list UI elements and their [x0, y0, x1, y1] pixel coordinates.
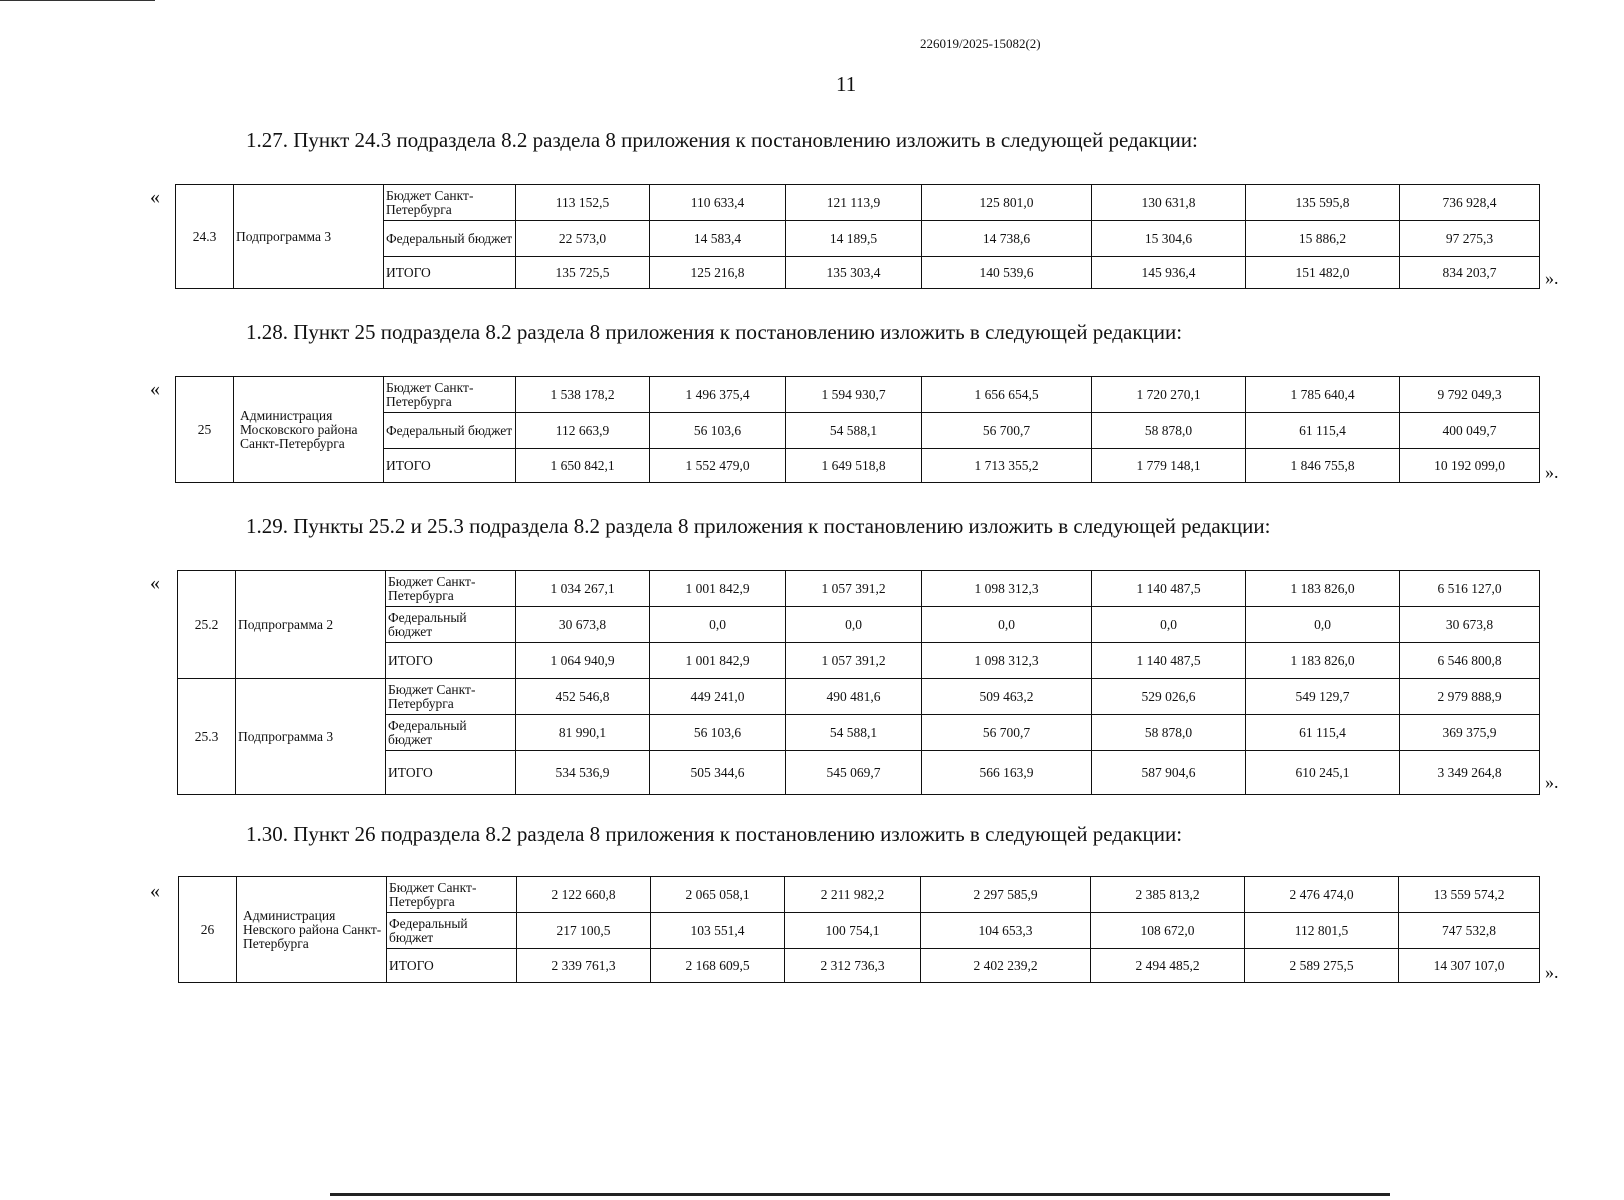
- value-cell: 151 482,0: [1246, 257, 1400, 289]
- value-cell: 449 241,0: [650, 679, 786, 715]
- value-cell: 1 649 518,8: [786, 449, 922, 483]
- value-cell: 112 663,9: [516, 413, 650, 449]
- page-number: 11: [836, 72, 857, 96]
- value-cell: 505 344,6: [650, 751, 786, 795]
- item-code: 25: [176, 377, 234, 483]
- value-cell: 1 650 842,1: [516, 449, 650, 483]
- total-cell: 30 673,8: [1400, 607, 1540, 643]
- value-cell: 217 100,5: [517, 913, 651, 949]
- value-cell: 103 551,4: [651, 913, 785, 949]
- budget-table-25: [175, 376, 1540, 483]
- value-cell: 54 588,1: [786, 413, 922, 449]
- value-cell: 22 573,0: [516, 221, 650, 257]
- funding-source: Бюджет Санкт-Петербурга: [387, 877, 517, 913]
- funding-source: ИТОГО: [386, 751, 516, 795]
- value-cell: 15 886,2: [1246, 221, 1400, 257]
- total-cell: 3 349 264,8: [1400, 751, 1540, 795]
- value-cell: 135 725,5: [516, 257, 650, 289]
- value-cell: 113 152,5: [516, 185, 650, 221]
- table-row: [176, 377, 1540, 413]
- funding-source: Федеральный бюджет: [384, 413, 516, 449]
- table-row: [178, 679, 1540, 715]
- value-cell: 2 297 585,9: [921, 877, 1091, 913]
- value-cell: 545 069,7: [786, 751, 922, 795]
- value-cell: 2 211 982,2: [785, 877, 921, 913]
- value-cell: 112 801,5: [1245, 913, 1399, 949]
- value-cell: 0,0: [922, 607, 1092, 643]
- value-cell: 58 878,0: [1092, 715, 1246, 751]
- closing-quote: ».: [1545, 268, 1559, 288]
- item-name: Подпрограмма 2: [236, 571, 386, 679]
- value-cell: 1 057 391,2: [786, 571, 922, 607]
- scan-edge-line: [0, 0, 155, 1]
- value-cell: 56 700,7: [922, 413, 1092, 449]
- funding-source: ИТОГО: [384, 449, 516, 483]
- item-name: Администрация Московского района Санкт-Петербурга: [234, 377, 384, 483]
- value-cell: 2 312 736,3: [785, 949, 921, 983]
- total-cell: 13 559 574,2: [1399, 877, 1540, 913]
- item-code: 26: [179, 877, 237, 983]
- total-cell: 369 375,9: [1400, 715, 1540, 751]
- value-cell: 1 720 270,1: [1092, 377, 1246, 413]
- value-cell: 0,0: [786, 607, 922, 643]
- value-cell: 566 163,9: [922, 751, 1092, 795]
- value-cell: 452 546,8: [516, 679, 650, 715]
- value-cell: 135 595,8: [1246, 185, 1400, 221]
- value-cell: 1 140 487,5: [1092, 571, 1246, 607]
- value-cell: 1 713 355,2: [922, 449, 1092, 483]
- value-cell: 58 878,0: [1092, 413, 1246, 449]
- opening-quote: «: [150, 378, 160, 400]
- footer-line: [330, 1193, 1390, 1196]
- value-cell: 490 481,6: [786, 679, 922, 715]
- value-cell: 135 303,4: [786, 257, 922, 289]
- item-code: 25.3: [178, 679, 236, 795]
- value-cell: 2 494 485,2: [1091, 949, 1245, 983]
- value-cell: 2 589 275,5: [1245, 949, 1399, 983]
- funding-source: Бюджет Санкт-Петербурга: [386, 679, 516, 715]
- value-cell: 1 552 479,0: [650, 449, 786, 483]
- funding-source: Федеральный бюджет: [387, 913, 517, 949]
- funding-source: Бюджет Санкт-Петербурга: [384, 185, 516, 221]
- value-cell: 0,0: [1246, 607, 1400, 643]
- value-cell: 61 115,4: [1246, 413, 1400, 449]
- value-cell: 2 385 813,2: [1091, 877, 1245, 913]
- value-cell: 81 990,1: [516, 715, 650, 751]
- item-code: 25.2: [178, 571, 236, 679]
- value-cell: 1 098 312,3: [922, 571, 1092, 607]
- value-cell: 1 538 178,2: [516, 377, 650, 413]
- funding-source: ИТОГО: [386, 643, 516, 679]
- total-cell: 97 275,3: [1400, 221, 1540, 257]
- value-cell: 1 656 654,5: [922, 377, 1092, 413]
- value-cell: 14 583,4: [650, 221, 786, 257]
- total-cell: 736 928,4: [1400, 185, 1540, 221]
- value-cell: 1 183 826,0: [1246, 643, 1400, 679]
- value-cell: 1 098 312,3: [922, 643, 1092, 679]
- value-cell: 61 115,4: [1246, 715, 1400, 751]
- value-cell: 1 001 842,9: [650, 571, 786, 607]
- value-cell: 56 700,7: [922, 715, 1092, 751]
- value-cell: 2 065 058,1: [651, 877, 785, 913]
- opening-quote: «: [150, 880, 160, 902]
- value-cell: 1 846 755,8: [1246, 449, 1400, 483]
- closing-quote: ».: [1545, 772, 1559, 792]
- value-cell: 104 653,3: [921, 913, 1091, 949]
- value-cell: 1 064 940,9: [516, 643, 650, 679]
- value-cell: 125 801,0: [922, 185, 1092, 221]
- value-cell: 1 140 487,5: [1092, 643, 1246, 679]
- item-name: Подпрограмма 3: [234, 185, 384, 289]
- value-cell: 145 936,4: [1092, 257, 1246, 289]
- section-heading-1-29: 1.29. Пункты 25.2 и 25.3 подраздела 8.2 раздела 8 приложения к постановлению изложить в следующей редакции:: [246, 514, 1271, 538]
- value-cell: 1 594 930,7: [786, 377, 922, 413]
- value-cell: 56 103,6: [650, 715, 786, 751]
- value-cell: 140 539,6: [922, 257, 1092, 289]
- funding-source: Бюджет Санкт-Петербурга: [386, 571, 516, 607]
- total-cell: 2 979 888,9: [1400, 679, 1540, 715]
- funding-source: ИТОГО: [384, 257, 516, 289]
- value-cell: 1 183 826,0: [1246, 571, 1400, 607]
- value-cell: 30 673,8: [516, 607, 650, 643]
- total-cell: 834 203,7: [1400, 257, 1540, 289]
- budget-table-25-2-25-3: [177, 570, 1540, 795]
- document-number: 226019/2025-15082(2): [920, 36, 1041, 51]
- funding-source: Федеральный бюджет: [384, 221, 516, 257]
- value-cell: 2 476 474,0: [1245, 877, 1399, 913]
- value-cell: 529 026,6: [1092, 679, 1246, 715]
- closing-quote: ».: [1545, 462, 1559, 482]
- table-row: [178, 571, 1540, 607]
- value-cell: 509 463,2: [922, 679, 1092, 715]
- funding-source: ИТОГО: [387, 949, 517, 983]
- total-cell: 10 192 099,0: [1400, 449, 1540, 483]
- funding-source: Бюджет Санкт-Петербурга: [384, 377, 516, 413]
- budget-table-24-3: [175, 184, 1540, 289]
- funding-source: Федеральный бюджет: [386, 715, 516, 751]
- value-cell: 14 189,5: [786, 221, 922, 257]
- value-cell: 110 633,4: [650, 185, 786, 221]
- value-cell: 549 129,7: [1246, 679, 1400, 715]
- item-name: Подпрограмма 3: [236, 679, 386, 795]
- value-cell: 2 122 660,8: [517, 877, 651, 913]
- value-cell: 2 168 609,5: [651, 949, 785, 983]
- value-cell: 2 339 761,3: [517, 949, 651, 983]
- value-cell: 130 631,8: [1092, 185, 1246, 221]
- value-cell: 121 113,9: [786, 185, 922, 221]
- total-cell: 14 307 107,0: [1399, 949, 1540, 983]
- value-cell: 108 672,0: [1091, 913, 1245, 949]
- total-cell: 400 049,7: [1400, 413, 1540, 449]
- closing-quote: ».: [1545, 962, 1559, 982]
- total-cell: 9 792 049,3: [1400, 377, 1540, 413]
- value-cell: 1 496 375,4: [650, 377, 786, 413]
- funding-source: Федеральный бюджет: [386, 607, 516, 643]
- value-cell: 54 588,1: [786, 715, 922, 751]
- value-cell: 125 216,8: [650, 257, 786, 289]
- section-heading-1-30: 1.30. Пункт 26 подраздела 8.2 раздела 8 приложения к постановлению изложить в следующей редакции:: [246, 822, 1183, 846]
- total-cell: 747 532,8: [1399, 913, 1540, 949]
- value-cell: 0,0: [1092, 607, 1246, 643]
- total-cell: 6 546 800,8: [1400, 643, 1540, 679]
- opening-quote: «: [150, 572, 160, 594]
- value-cell: 100 754,1: [785, 913, 921, 949]
- section-heading-1-28: 1.28. Пункт 25 подраздела 8.2 раздела 8 приложения к постановлению изложить в следующей редакции:: [246, 320, 1183, 344]
- value-cell: 1 057 391,2: [786, 643, 922, 679]
- value-cell: 610 245,1: [1246, 751, 1400, 795]
- value-cell: 0,0: [650, 607, 786, 643]
- value-cell: 14 738,6: [922, 221, 1092, 257]
- table-row: [176, 185, 1540, 221]
- table-row: [179, 877, 1540, 913]
- value-cell: 1 034 267,1: [516, 571, 650, 607]
- value-cell: 56 103,6: [650, 413, 786, 449]
- value-cell: 1 001 842,9: [650, 643, 786, 679]
- item-code: 24.3: [176, 185, 234, 289]
- total-cell: 6 516 127,0: [1400, 571, 1540, 607]
- value-cell: 15 304,6: [1092, 221, 1246, 257]
- item-name: Администрация Невского района Санкт-Петербурга: [237, 877, 387, 983]
- value-cell: 1 779 148,1: [1092, 449, 1246, 483]
- budget-table-26: [178, 876, 1540, 983]
- opening-quote: «: [150, 186, 160, 208]
- section-heading-1-27: 1.27. Пункт 24.3 подраздела 8.2 раздела 8 приложения к постановлению изложить в следующей редакции:: [246, 128, 1198, 152]
- value-cell: 2 402 239,2: [921, 949, 1091, 983]
- value-cell: 587 904,6: [1092, 751, 1246, 795]
- value-cell: 1 785 640,4: [1246, 377, 1400, 413]
- value-cell: 534 536,9: [516, 751, 650, 795]
